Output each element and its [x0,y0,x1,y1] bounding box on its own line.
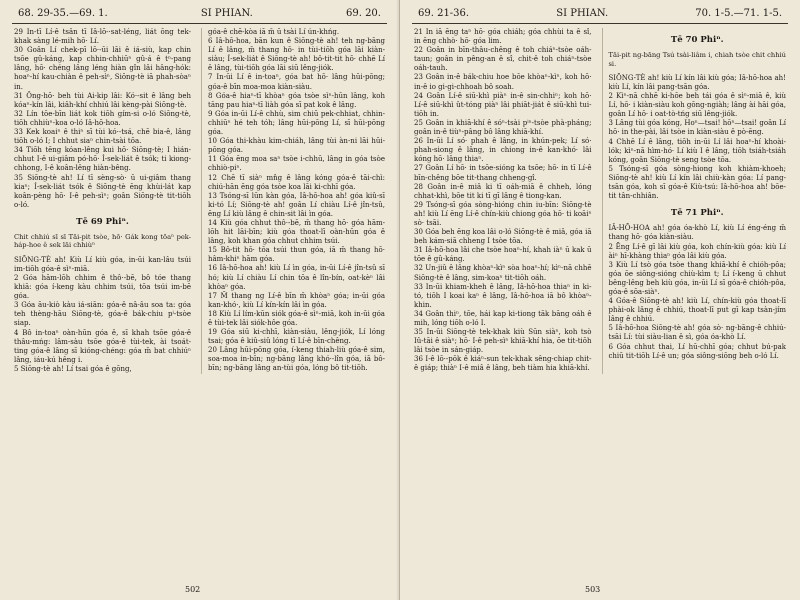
verse: 5 Siōng-tè ah! Lí tsai góa ê gōng, [14,364,132,373]
verse: 9 Góa in-ūi Lí-ê chhù, sim chiū pek-chhiat, chhin-chhiūⁿ hé teh tóh; lâng hūi-pōng Lí, sī hūi-pōng góa. [208,109,385,137]
verse: 36 I-ê lō·-pōk ê kiáⁿ-sun tek-khak sêng-chiap chit-ê giáp; thiàⁿ I-ê miâ ê lâng, beh tiàm hia khiā-khí. [414,355,592,373]
verse: 20 Lâng hūi-pōng góa, í-keng thiah-liù góa-ê sim, soa-moa in-bīn; ng-bāng lâng khó·-lîn góa, iā bô-bīn; ng-bāng lâng an-tùi góa, lóng bô tit-tiōh. [208,346,385,373]
verse: 30 Góa beh ēng koa lâi o-ló Siōng-tè ê miâ, góa iā beh kám-siā chheng I tsòe tōa. [414,228,592,246]
verse: 26 In-ūi Lí só· phah ê lâng, in khún-pek; Lí só· phah-siong ê lâng, in chiong in-ê kan-khó· lâi kóng hō· lâng thiaⁿ. [414,137,592,164]
verse: SIŌNG-TÈ ah! Kiù Lí kiù góa, in-ūi kan-lâu tsúi im-tiōh góa-ê sìⁿ-miā. [14,255,191,273]
verse: 28 Goân in-ê miâ ki tī oáh-miā ê chheh, lóng chhat-khì, bōe tit ki tī gī lâng ê tiong-kan. [414,182,592,200]
verse: IÂ-HŌ-HOA ah! góa óa-khò Lí, kiù Lí éng-éng m̄ thang hō· góa kiàn-siàu. [608,224,786,242]
right-page [400,0,800,600]
verse: 25 Goân in khiā-khí ê sóⁿ-tsài pⁱⁿ-tsòe phà-pháng; goân in-ê tiùⁿ-pâng bô lâng khiā-khí. [414,118,592,137]
header-right: 69. 20. [345,8,381,19]
verse: 31 Iâ-hō-hoa lâi che tsòe hoaⁿ-hí, khah iàⁿ ū kak ū tōe ê gû-káng. [414,246,592,264]
verse: 5 Iâ-hō-hoa Siōng-tè ah! góa sò· ng-bāng-ê chhiú-tsāi Lí: tùi siàu-lian ê sì, góa óa-khò Lí. [608,324,786,342]
verse: 35 In-ūi Siōng-tè tek-khak kiù Sūn siàⁿ, koh tsò Iû-tāi ê siàⁿ; hō· I-ê peh-sìⁿ khiā-khí hia, ōe tit-tiōh lâi tsòe in sán-giáp. [414,328,592,355]
column-left [414,28,592,374]
verse: 11 Góa ēng moa saⁿ tsòe i-chhū, lâng in góa tsòe chhiò-piⁿ. [208,155,385,173]
verse: 30 Goân Lí chek-pī lō·-ūi lāi ê iá-siù, kap chin tsōe gû-káng, kap chhin-chhiūⁿ gû-á ê tⁿ-pang lâng, hō· chéng lâng léng hiàn gîn lâi hâng-hók: hoaⁿ-hí kau-chiàn ê peh-sìⁿ, Siōng-tè iā phah-sòaⁿ in. [14,46,191,91]
chapter-summary: Tāi-pit ng-bāng Tsú tsài-liâm i, chiah tsòe chit chhiú si. [608,51,786,68]
verse: 2 Góa hām-lōh chhim ê thô·-bē, bô tóe thang khiā: góa í-keng kàu chhim tsúi, tōa tsúi im-bē góa. [14,273,191,301]
text-columns [408,24,792,374]
text-columns [8,24,391,374]
verse: 6 Góa chhut thai, Lí hū-chhī góa; chhut bú-pak chiū tit-tiōh Lí-ê un; góa siông-siōng beh o-ló Lí. [608,342,786,360]
verse: 34 Tiōh tēng kóan-lêng kui hō· Siōng-tè; I hián-chhut I-ê ui-giâm pó-hō· Í-sek-liát ê tsók; ti kiong-chhong, I-ê koân-lêng hiàn-bêng. [14,146,191,173]
verse: 2 Kìⁿ-nā chhē ki-hōe beh tái góa ê sìⁿ-miā ê, kiù Lí, hō· i kiàn-siàu koh gōng-ngiàh; lâng ài hāi góa, goân Lí hō· i oat-tò-tńg siū lêng-jiók. [608,92,786,119]
verse: 10 Góa thi-khàu kim-chiáh, lâng tùi àn-ni lāi hūi-pōng góa. [208,137,385,155]
verse: 29 In-tī Lí-ê tsân tī Iâ-lō-·sat-léng, liát ōng tek-khak sàng lé-mih hō· Lí. [14,28,191,46]
chapter-heading: Tē 69 Phiⁿ. [76,216,129,227]
verse: 19 Góa siū ki-chhī, kiàn-siàu, lêng-jiók, Lí lóng tsai; góa ê kiû-siû lóng tī Lí-ê bīn-chêng. [208,328,385,346]
verse: 8 Góa-ê hiaⁿ-tī khòaⁿ góa tsòe sìⁿ-hūn lâng, koh tāng pau hiaⁿ-tī liàh góa sī pat kok ê lâng. [208,91,385,109]
page-number: 502 [185,585,201,594]
verse: SIŌNG-TÈ ah! kiù Lí kín lâi kiù góa; Iâ-hō-hoa ah! kiù Lí, kín lâi pang-tsān góa. [608,73,786,91]
column-left [14,28,191,374]
chapter-summary: Chit chhiú sī sī Tāi-pit tsòe, hō· Gák kong tōaⁿ pek-háp-hoe ê sek lāi chhiùⁿ [14,232,191,250]
verse: 34 Goân thiⁿ, tōe, hái kap ki-tiong tāk bāng oáh ê mih, lóng tiōh o-ló I. [414,309,592,327]
header-title: SI PHIAN. [200,8,253,19]
verse: 23 Goân in-ê bák-chiu hoe bōe khòaⁿ-kìⁿ, koh hō· in-ê io gi-gi-chhoah bô soah. [414,73,592,91]
verse: 3 Góa āu-kiò kàu iá-siān: góa-ê nâ-âu soa ta: góa teh thèng-hāu Siōng-tè, góa-ê bák-chiu pⁱ-tsòe siap. [14,301,191,328]
verse: 24 Goân Lí-ê siū-khì piàⁿ in-ê sin-chhiⁿ; koh hō· Lí-ê siū-khì ût-tóng piàⁿ lâi phiāt-jiát ê siū-khì tui-tiōh in. [414,91,592,118]
verse: 27 Goân Lí hō· in tsōe-sióng ka tsōe; hō· in tī Lí-ê bīn-chêng bōe tit-thang chheng-gî. [414,164,592,182]
header-title: SI PHIAN. [556,8,609,19]
verse: 35 Siōng-tè ah! Lí tī sèng-sò· ū ui-giâm thang kiaⁿ; Í-sek-liát tsók ê Siōng-tè ēng khùi-lát kap koân-pèng hō· I-ê peh-sìⁿ; goân Siōng-tè tit-tiōh o-ló. [14,173,191,209]
verse: 33 Kek koaiⁿ ê thiⁿ sī tùi kó·-tsá, chē bia-ê, lâng tiōh o-ló I; I chhut siaⁿ chin-tsài tōa. [14,128,191,146]
verse: 4 Góa-ê Siōng-tè ah! kiù Lí, chín-kiù góa thoat-lī phài-ok lâng ê chhiú, thoat-lī put gī kap tsàn-jím lâng ê chhiú. [608,297,786,324]
column-right [602,28,787,374]
header-left: 68. 29-35.—69. 1. [18,8,108,19]
verse: 4 Bô in-toaⁿ oàn-hūn góa ê, sī khah tsōe góa-ê thâu-mńg: lâm-sàu tsōe góa-ê tùi-tek, ài tsoát-ting góa-ê lâng sī kióng-chéng: góa m̄ bat chhiúⁿ lâng, iáu-kú hêng i. [14,328,191,364]
verse: 18 Kiù Lí lím-kūn siók góa-ê sìⁿ-miā, koh in-ūi góa ê tùi-tek lâi siók-hôe góa. [208,309,385,327]
verse: 22 Goân in bīn-thâu-chêng ê toh chiáⁿ-tsòe oáh-taun; goân in pêng-an ê sî, chit-ê toh chiáⁿ-tsòe oáh-tauh. [414,46,592,73]
page-header [412,6,788,24]
verse: 17 M̄ thang ng Lí-ê bīn m̄ khòaⁿ góa; in-ūi góa kan-khó·, kiù Lí kín-kín lâi ìn góa. [208,291,385,309]
verse: 12 Chē tī siàⁿ mn̂g ê lâng kóng góa-ê tāi-chì: chiú-hān ēng góa tsòe koa lāi ki-chhī góa. [208,173,385,191]
verse: 29 Tsóng-sī góa sòng-hióng chin iu-bīn: Siōng-tè ah! kiù Lí ēng Lí-ê chín-kiù chiong góa hō· ti koāiⁿ sò· tsāi. [414,200,592,227]
column-right [201,28,385,374]
verse: 3 Kiù Lí tsò góa tsòe thang khiā-khí ê chióh-pôa; góa ōe siōng-sióng chiù-kìm t; Lí í-keng ū chhut bêng-lêng beh kiù góa, in-ūi Lí sī góa-ê chióh-pôa, góa-ê sōa-siàⁿ. [608,260,786,296]
verse: 6 Iâ-hō-hoa, bān kun ê Siōng-tè ah! teh ng-bāng Lí ê lâng, m̄ thang hō· in tùi-tiōh góa lāi kiàn-siàu; Í-sek-liát ê Siōng-tè ah! bô-tit-tit hō· chhē Lí ê lâng, tùi-tiōh góa lāi siū lêng-jiók. [208,37,385,73]
verse: 31 Ông-hō· beh tùi Ai-kip lâi: Kó·-sit ê lâng beh kóaⁿ-kín lâi, kiâh-khí chhiú lâi kèng-pài Siōng-tè. [14,91,191,109]
verse: 21 In iā ēng taⁿ hō· góa chiáh; góa chhùi ta ê sî, in ēng chhò· hō· góa lim. [414,28,592,46]
verse: 4 Chhē Lí ê lâng, tiōh in-ūi Lí lâi hoaⁿ-hí khoài-lók; kìⁿ-nā hìm-hó· Lí kiù I ê lâng, tiōh tsiáh-tsiáh kóng, goân Siōng-tè seng tsòe tōa. [608,137,786,164]
verse: 33 In-ūi khiam-kheh ê lâng, Iâ-hō-hoa thiaⁿ in ki-tó, tiōh I koai kaⁿ ê lâng, Iâ-hō-hoa iā bô khòaⁿ-khin. [414,282,592,309]
verse: 2 Ēng Lí-ê gī lâi kiù góa, koh chín-kiù góa: kiù Lí àiⁿ hī-khàng thiaⁿ góa lâi kiù góa. [608,242,786,260]
verse: 5 Tsóng-sī góa sòng-hiong koh khiàm-khoeh; Siōng-tè ah! kiù Lí kín lâi chiù-kàn góa: Lí pang-tsān góa, koh sī góa-ê Kiù-tsú: Iâ-hō-hoa ah! bōe-tit tân-chhiân. [608,164,786,201]
verse: 7 In-ūi Lí ê in-toaⁿ, góa bat hō· lâng hūi-pōng; góa-ê bīn moa-moa kiàn-siàu. [208,73,385,91]
page-header [12,6,387,24]
verse: 14 Kiù góa chhut thô·-bē, m̄ thang hō· góa hām-lōh hit lāi-bīn; kiù góa thoat-lī oàn-hūn góa ê lâng, koh khan góa chhut chhim tsúi. [208,218,385,246]
header-right: 70. 1-5.—71. 1-5. [695,8,782,19]
chapter-heading: Tē 71 Phiⁿ. [670,208,724,219]
verse: 3 Lâng tùi góa kóng, Hoⁿ—tsai! hōⁿ—tsai! goân Lí hō· in the-pài, lâi tsòe in kiàn-siàu ê pò-ēng. [608,119,786,137]
verse: 32 Un-jiû ê lâng khòaⁿ-kìⁿ sòa hoaⁿ-hí; kìⁿ-nā chhē Siōng-tè ê lâng, sim-koaⁿ tit-tiōh oáh. [414,264,592,282]
chapter-heading: Tē 70 Phiⁿ. [670,35,724,45]
verse: 16 Iâ-hō-hoa ah! kiù Lí ìn góa, in-ūi Lí-ê jîn-tsû sī hó; kiù Lí chiàu Lí chin tōa ê lîn-bín, oat-kèⁿ lâi khòaⁿ góa. [208,264,385,291]
verse: góa-ê chē-kòa iā m̄ ū tsài Lí ún-khńg. [208,28,340,36]
verse: 32 Lín tōe-bīn liát kok tiōh gím-si o-ló Siōng-tè, tiōh chhiùⁿ-koa o-ló Iâ-hō-hoa. [14,109,191,127]
page-number: 503 [585,585,601,594]
header-left: 69. 21-36. [418,8,470,19]
verse: 13 Tsóng-sī lūn kàn góa, Iâ-hō-hoa ah! góa kiû-sī ki-tó Lí; Siōng-tè ah! goân Lí chiàu Lí-ê jîn-tsû, ēng Lí kiù lâng ê chin-sit lâi ìn góa. [208,191,385,218]
verse: 15 Bô-tit hō· tōa tsúi thun góa, iā m̄ thang hō· hâm-khiⁿ hām góa. [208,246,385,264]
